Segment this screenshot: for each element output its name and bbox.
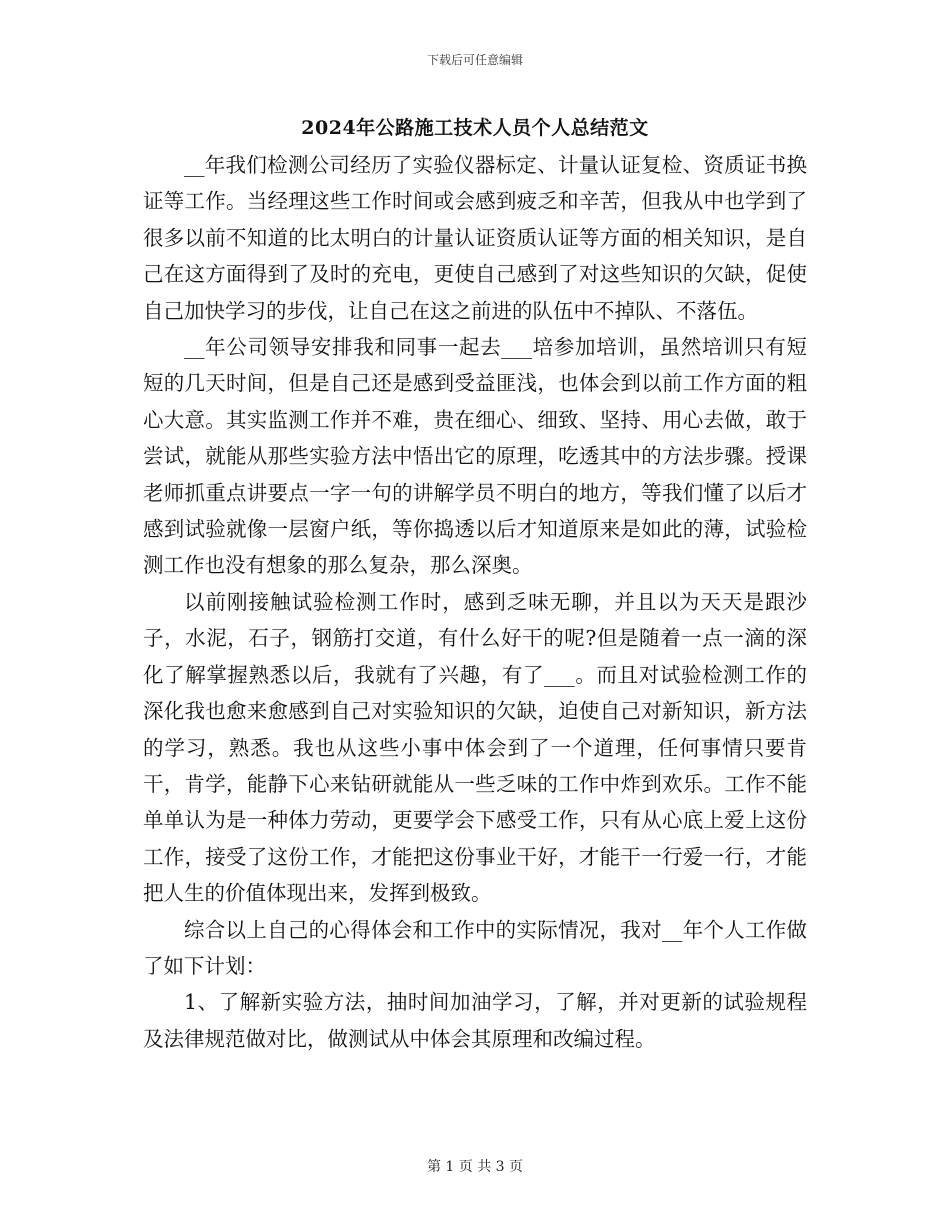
paragraph: 以前刚接触试验检测工作时，感到乏味无聊，并且以为天天是跟沙子，水泥，石子，钢筋打交道，有什么好干的呢?但是随着一点一滴的深化了解掌握熟悉以后，我就有了兴趣，有了___。而且对试验检测工作的深化我也愈来愈感到自己对实验知识的欠缺，迫使自己对新知识，新方法的学习，熟悉。我也从这些小事中体会到了一个道理，任何事情只要肯干，肯学，能静下心来钻研就能从一些乏味的工作中炸到欢乐。工作不能单单认为是一种体力劳动，更要学会下感受工作，只有从心底上爱上这份工作，接受了这份工作，才能把这份事业干好，才能干一行爱一行，才能把人生的价值体现出来，发挥到极致。 bbox=[143, 589, 807, 906]
paragraph: 综合以上自己的心得体会和工作中的实际情况，我对__年个人工作做了如下计划： bbox=[143, 917, 807, 978]
paragraph: __年公司领导安排我和同事一起去___培参加培训，虽然培训只有短短的几天时间，但是自己还是感到受益匪浅，也体会到以前工作方面的粗心大意。其实监测工作并不难，贵在细心、细致、坚持、用心去做，敢于尝试，就能从那些实验方法中悟出它的原理，吃透其中的方法步骤。授课老师抓重点讲要点一字一句的讲解学员不明白的地方，等我们懂了以后才感到试验就像一层窗户纸，等你捣透以后才知道原来是如此的薄，试验检测工作也没有想象的那么复杂，那么深奥。 bbox=[143, 335, 807, 578]
paragraph: __年我们检测公司经历了实验仪器标定、计量认证复检、资质证书换证等工作。当经理这些工作时间或会感到疲乏和辛苦，但我从中也学到了很多以前不知道的比太明白的计量认证资质认证等方面的相关知识，是自己在这方面得到了及时的充电，更使自己感到了对这些知识的欠缺，促使自己加快学习的步伐，让自己在这之前进的队伍中不掉队、不落伍。 bbox=[143, 153, 807, 323]
page-number: 第 1 页 共 3 页 bbox=[426, 1159, 524, 1175]
document-title: 2024年公路施工技术人员个人总结范文 bbox=[301, 117, 649, 139]
page-header-note: 下载后可任意编辑 bbox=[426, 53, 523, 67]
paragraph: 1、了解新实验方法，抽时间加油学习，了解，并对更新的试验规程及法律规范做对比，做测试从中体会其原理和改编过程。 bbox=[143, 990, 807, 1051]
document-body bbox=[143, 147, 807, 1057]
